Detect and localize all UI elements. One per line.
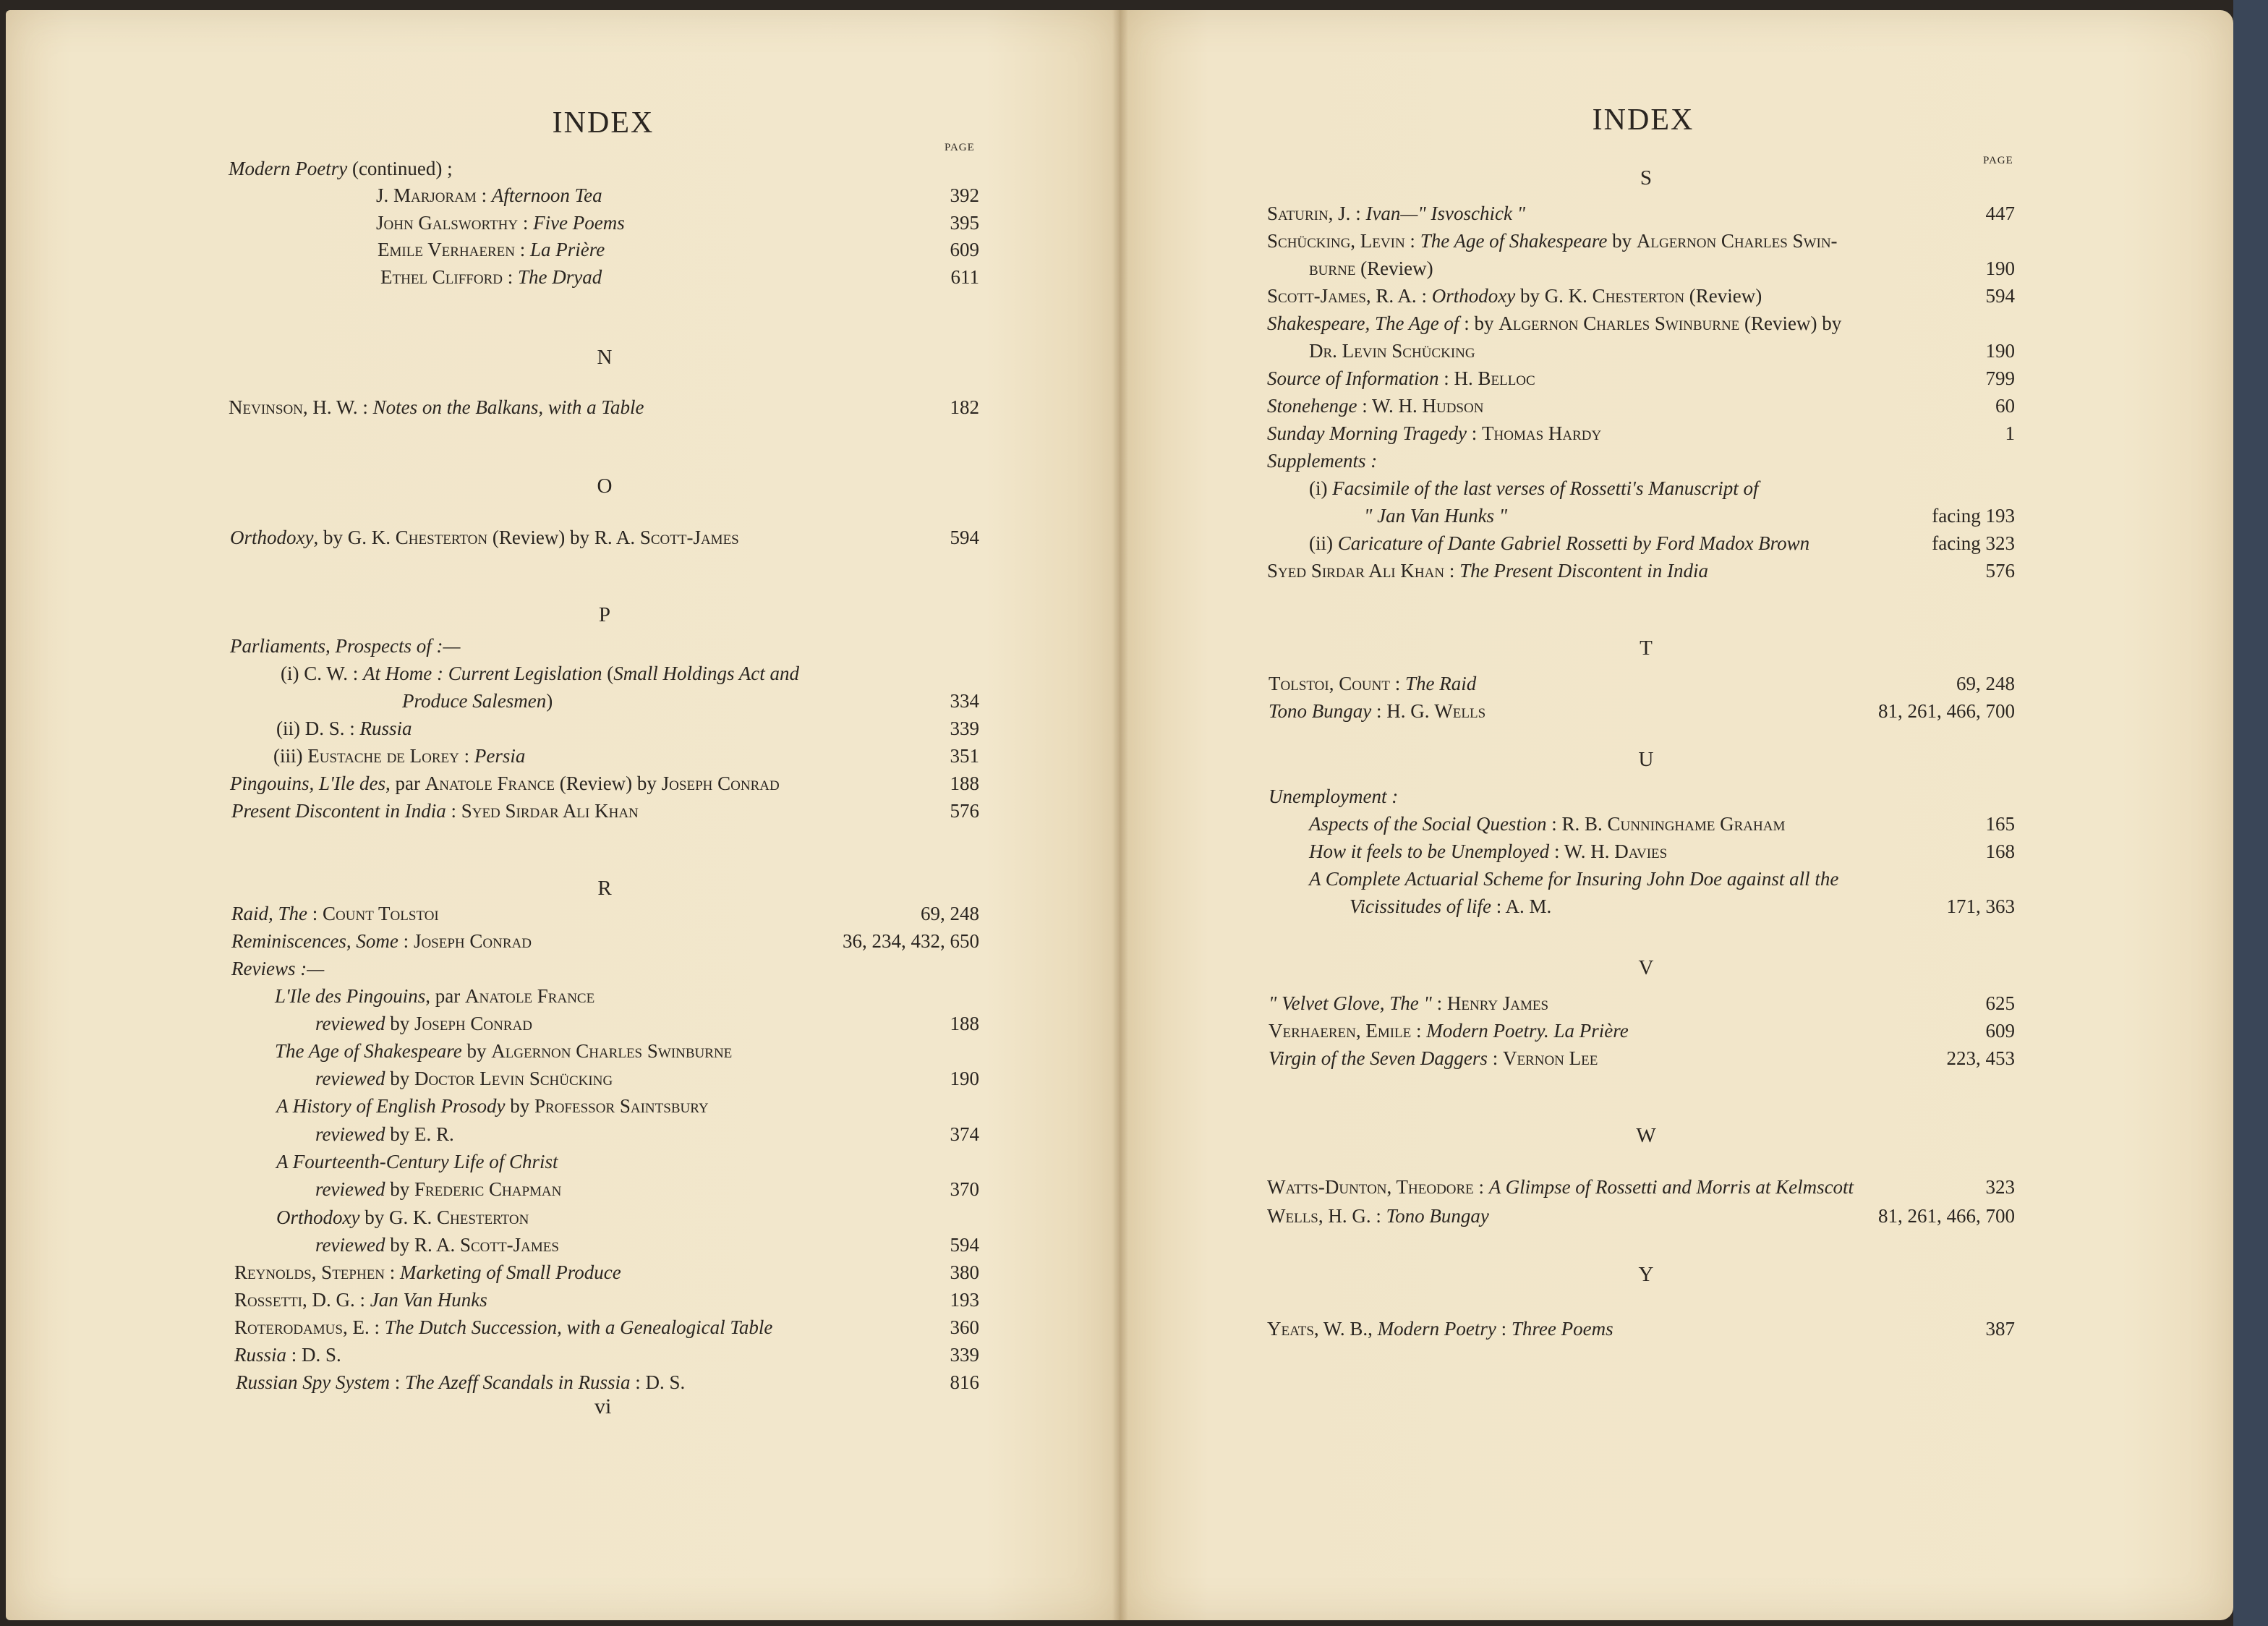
page-reference: 609 bbox=[1985, 1020, 2015, 1042]
entry-text: by bbox=[385, 1234, 414, 1256]
entry-text: : bbox=[502, 266, 518, 288]
entry-text: Doctor Levin Schücking bbox=[414, 1068, 613, 1089]
entry-text: reviewed bbox=[315, 1013, 385, 1034]
page-reference: 395 bbox=[950, 212, 979, 234]
entry-text: At Home : Current Legislation bbox=[363, 663, 602, 684]
entry-text: The Age of Shakespeare bbox=[275, 1040, 462, 1062]
entry-text: : D. S. bbox=[630, 1371, 686, 1393]
entry-text: Aspects of the Social Question bbox=[1309, 813, 1547, 835]
index-entry bbox=[1309, 839, 1667, 864]
entry-text: Joseph Conrad bbox=[413, 930, 532, 952]
entry-text: L'Ile des Pingouins bbox=[275, 985, 426, 1007]
entry-text: Belloc bbox=[1478, 367, 1535, 389]
left-page-title: INDEX bbox=[552, 106, 655, 140]
entry-text: : bbox=[1411, 1020, 1427, 1042]
entry-text: Notes on the Balkans, with a Table bbox=[372, 396, 644, 418]
entry-text: The Present Discontent in India bbox=[1459, 560, 1709, 582]
entry-text: A Fourteenth-Century Life of Christ bbox=[276, 1151, 558, 1172]
entry-text: burne bbox=[1309, 257, 1356, 279]
index-entry bbox=[1267, 448, 1377, 473]
entry-text: Tono Bungay bbox=[1269, 700, 1372, 722]
entry-text: , by bbox=[313, 527, 348, 548]
left-page-column-label: PAGE bbox=[945, 142, 975, 153]
index-entry bbox=[1267, 311, 1841, 336]
index-entry bbox=[1267, 229, 1838, 253]
page-reference: 171, 363 bbox=[1946, 895, 2015, 917]
entry-text: A Glimpse of Rossetti and Morris at Kelmscott bbox=[1488, 1176, 1854, 1198]
entry-text: , par bbox=[385, 772, 425, 794]
page-reference: 165 bbox=[1985, 813, 2015, 835]
index-entry bbox=[229, 395, 644, 420]
page-reference: 81, 261, 466, 700 bbox=[1878, 700, 2015, 722]
index-entry bbox=[315, 1011, 532, 1036]
entry-text: by bbox=[359, 1206, 389, 1228]
entry-text: : bbox=[1496, 1318, 1512, 1340]
index-entry bbox=[1267, 201, 1525, 226]
book-gutter bbox=[1112, 10, 1128, 1620]
index-entry bbox=[1267, 1204, 1489, 1228]
entry-text: The Azeff Scandals in Russia bbox=[404, 1371, 631, 1393]
entry-text: : bbox=[1350, 203, 1366, 224]
entry-text: Thomas Hardy bbox=[1482, 422, 1602, 444]
page-reference: 351 bbox=[950, 745, 979, 767]
entry-text: Eustache de Lorey bbox=[307, 745, 459, 767]
entry-text: : bbox=[307, 903, 323, 924]
page-reference: 339 bbox=[950, 718, 979, 739]
index-entry bbox=[1269, 1046, 1598, 1070]
entry-text: Anatole France bbox=[425, 772, 555, 794]
entry-text: Davies bbox=[1614, 840, 1668, 862]
entry-text: reviewed bbox=[315, 1178, 385, 1200]
index-entry bbox=[1267, 393, 1483, 418]
index-entry bbox=[1309, 812, 1785, 836]
entry-text: Scott-James, R. A. bbox=[1267, 285, 1417, 307]
entry-text: G. K. Chesterton bbox=[388, 1206, 529, 1228]
entry-text: Dr. Levin Schücking bbox=[1309, 340, 1475, 362]
index-entry bbox=[1309, 339, 1475, 363]
entry-text: : bbox=[369, 1316, 385, 1338]
entry-text: : bbox=[1467, 422, 1483, 444]
entry-text: : bbox=[446, 800, 461, 822]
entry-text: : H. G. bbox=[1371, 700, 1435, 722]
page-reference: 69, 248 bbox=[921, 903, 979, 924]
index-entry bbox=[1350, 894, 1551, 919]
page-reference: 60 bbox=[1995, 395, 2015, 417]
page-reference: 81, 261, 466, 700 bbox=[1878, 1205, 2015, 1227]
entry-text: Henry James bbox=[1446, 992, 1549, 1014]
page-reference: 69, 248 bbox=[1956, 673, 2015, 694]
index-entry bbox=[1309, 531, 1809, 556]
entry-text: (Review) bbox=[1355, 257, 1433, 279]
entry-text: Raid, The bbox=[231, 903, 307, 924]
entry-text: : W. H. bbox=[1357, 395, 1423, 417]
index-entry bbox=[236, 1370, 685, 1395]
entry-text: Shakespeare, The Age of bbox=[1267, 312, 1459, 334]
entry-text: : R. B. bbox=[1546, 813, 1608, 835]
entry-text: Source of Information bbox=[1267, 367, 1439, 389]
entry-text: Ivan—" Isvoschick " bbox=[1365, 203, 1526, 224]
index-entry bbox=[1309, 476, 1758, 501]
section-letter: P bbox=[598, 603, 611, 626]
entry-text: " Jan Van Hunks " bbox=[1364, 505, 1508, 527]
entry-text: : bbox=[1473, 1176, 1489, 1198]
index-entry bbox=[1269, 699, 1485, 723]
entry-text: Verhaeren, Emile bbox=[1269, 1020, 1412, 1042]
page-reference: 576 bbox=[1985, 560, 2015, 582]
entry-text: R. A. Scott-James bbox=[414, 1234, 559, 1256]
page-reference: 223, 453 bbox=[1946, 1047, 2015, 1069]
entry-text: (Review) by bbox=[554, 772, 662, 794]
entry-text: Joseph Conrad bbox=[661, 772, 780, 794]
entry-text: Anatole France bbox=[465, 985, 595, 1007]
entry-text: John Galsworthy bbox=[376, 212, 519, 234]
entry-text: Reynolds, Stephen bbox=[234, 1261, 385, 1283]
entry-text: Sunday Morning Tragedy bbox=[1267, 422, 1467, 444]
entry-text: : bbox=[518, 212, 534, 234]
entry-text: A History of English Prosody bbox=[276, 1095, 506, 1117]
entry-text: Parliaments, Prospects of :— bbox=[230, 635, 461, 657]
page-reference: facing 193 bbox=[1932, 505, 2015, 527]
entry-text: The Dutch Succession, with a Genealogical Table bbox=[384, 1316, 773, 1338]
entry-text: (ii) D. S. : bbox=[276, 718, 360, 739]
entry-text: (i) bbox=[1309, 477, 1333, 499]
index-entry bbox=[378, 237, 605, 262]
index-entry bbox=[315, 1066, 613, 1091]
entry-text: Algernon Charles Swin- bbox=[1636, 230, 1838, 252]
entry-text: Stonehenge bbox=[1267, 395, 1357, 417]
index-entry bbox=[1267, 558, 1708, 583]
entry-text: Caricature of Dante Gabriel Rossetti by Ford Madox Brown bbox=[1337, 532, 1810, 554]
page-folio: vi bbox=[594, 1395, 612, 1418]
section-letter: N bbox=[597, 346, 613, 369]
entry-text: by bbox=[1607, 230, 1637, 252]
index-entry bbox=[1309, 867, 1838, 891]
index-entry bbox=[234, 1315, 772, 1340]
entry-text: Joseph Conrad bbox=[414, 1013, 532, 1034]
index-entry bbox=[276, 1205, 529, 1230]
page-reference: 334 bbox=[950, 690, 979, 712]
entry-text: Professor Saintsbury bbox=[534, 1095, 709, 1117]
entry-text: Modern Poetry. La Prière bbox=[1426, 1020, 1629, 1042]
entry-text: reviewed bbox=[315, 1068, 385, 1089]
entry-text: Russia bbox=[234, 1344, 287, 1366]
page-reference: 1 bbox=[2005, 422, 2015, 444]
entry-text: Watts-Dunton, Theodore bbox=[1267, 1176, 1474, 1198]
entry-text: La Prière bbox=[530, 239, 605, 260]
page-reference: 36, 234, 432, 650 bbox=[843, 930, 979, 952]
entry-text: How it feels to be Unemployed bbox=[1309, 840, 1550, 862]
entry-text: Nevinson, H. W. bbox=[229, 396, 358, 418]
entry-text: Pingouins, L'Ile des bbox=[230, 772, 386, 794]
entry-text: A Complete Actuarial Scheme for Insuring John Doe against all the bbox=[1309, 868, 1839, 890]
page-reference: 193 bbox=[950, 1289, 979, 1311]
entry-text: Orthodoxy bbox=[276, 1206, 360, 1228]
page-reference: 190 bbox=[1985, 257, 2015, 279]
entry-text: Saturin, J. bbox=[1267, 203, 1351, 224]
entry-text: (iii) bbox=[273, 745, 308, 767]
entry-text: Jan Van Hunks bbox=[370, 1289, 487, 1311]
entry-text: Rossetti, D. G. bbox=[234, 1289, 355, 1311]
entry-text: : bbox=[357, 396, 373, 418]
entry-text: Ethel Clifford bbox=[380, 266, 503, 288]
index-entry bbox=[1267, 1175, 1854, 1199]
page-reference: 374 bbox=[950, 1123, 979, 1145]
page-reference: 182 bbox=[950, 396, 979, 418]
entry-text: Roterodamus, E. bbox=[234, 1316, 370, 1338]
entry-text: by bbox=[505, 1095, 534, 1117]
index-entry bbox=[1269, 991, 1548, 1016]
index-entry bbox=[231, 929, 532, 953]
entry-text: : A. M. bbox=[1491, 895, 1552, 917]
entry-text: reviewed bbox=[315, 1234, 385, 1256]
entry-text: Cunninghame Graham bbox=[1607, 813, 1786, 835]
entry-text: Modern Poetry bbox=[229, 158, 348, 179]
index-entry bbox=[315, 1122, 454, 1146]
index-entry bbox=[230, 525, 739, 550]
entry-text: : bbox=[515, 239, 531, 260]
entry-text: , par bbox=[425, 985, 465, 1007]
entry-text: The Dryad bbox=[518, 266, 602, 288]
entry-text: (continued) ; bbox=[347, 158, 453, 179]
entry-text: : bbox=[354, 1289, 370, 1311]
index-entry bbox=[1309, 256, 1433, 281]
page-reference: 168 bbox=[1985, 840, 2015, 862]
page-reference: 594 bbox=[950, 527, 979, 548]
entry-text: R. A. Scott-James bbox=[594, 527, 739, 548]
index-entry bbox=[276, 716, 412, 741]
entry-text: Marketing of Small Produce bbox=[400, 1261, 621, 1283]
entry-text: ) bbox=[546, 690, 553, 712]
index-entry bbox=[231, 901, 439, 926]
page-reference: 360 bbox=[950, 1316, 979, 1338]
entry-text: (Review) by bbox=[487, 527, 594, 548]
index-entry bbox=[230, 634, 460, 658]
index-entry bbox=[1269, 1018, 1629, 1043]
entry-text: Reminiscences, Some bbox=[231, 930, 398, 952]
entry-text: (Review) by bbox=[1739, 312, 1842, 334]
page-reference: 611 bbox=[950, 266, 979, 288]
index-entry bbox=[276, 1149, 558, 1174]
index-entry bbox=[315, 1233, 559, 1257]
entry-text: : D. S. bbox=[286, 1344, 341, 1366]
index-entry bbox=[315, 1177, 561, 1201]
entry-text: Vernon Lee bbox=[1502, 1047, 1598, 1069]
entry-text: : bbox=[1444, 560, 1460, 582]
entry-text: Emile Verhaeren bbox=[378, 239, 516, 260]
index-entry bbox=[230, 771, 780, 796]
entry-text: : bbox=[459, 745, 474, 767]
entry-text: Orthodoxy bbox=[230, 527, 314, 548]
index-entry bbox=[1267, 421, 1601, 446]
entry-text: : by bbox=[1459, 312, 1499, 334]
section-letter: U bbox=[1638, 748, 1654, 771]
entry-text: : bbox=[389, 1371, 405, 1393]
index-entry bbox=[402, 689, 553, 713]
section-letter: Y bbox=[1638, 1263, 1654, 1286]
entry-text: Schücking, Levin bbox=[1267, 230, 1405, 252]
section-letter: V bbox=[1638, 956, 1654, 979]
page-reference: 190 bbox=[950, 1068, 979, 1089]
book-cover-edge bbox=[2233, 0, 2268, 1626]
entry-text: Virgin of the Seven Daggers bbox=[1269, 1047, 1488, 1069]
entry-text: G. K. Chesterton bbox=[1544, 285, 1685, 307]
entry-text: (i) C. W. : bbox=[281, 663, 364, 684]
entry-text: : bbox=[476, 184, 492, 206]
entry-text: Russian Spy System bbox=[236, 1371, 390, 1393]
index-entry bbox=[231, 956, 324, 981]
entry-text: Three Poems bbox=[1511, 1318, 1613, 1340]
entry-text: Wells, H. G. bbox=[1267, 1205, 1371, 1227]
entry-text: Orthodoxy bbox=[1431, 285, 1516, 307]
page-reference: 370 bbox=[950, 1178, 979, 1200]
entry-text: J. Marjoram bbox=[376, 184, 477, 206]
entry-text: Syed Sirdar Ali Khan bbox=[461, 800, 639, 822]
page-reference: 188 bbox=[950, 772, 979, 794]
entry-text: : bbox=[1416, 285, 1432, 307]
entry-text: Reviews :— bbox=[231, 958, 325, 979]
entry-text: Hudson bbox=[1422, 395, 1484, 417]
entry-text: , bbox=[1368, 1318, 1378, 1340]
section-letter: W bbox=[1636, 1124, 1656, 1147]
page-reference: 799 bbox=[1985, 367, 2015, 389]
entry-text: Tolstoi, Count bbox=[1269, 673, 1390, 694]
entry-text: Afternoon Tea bbox=[491, 184, 602, 206]
entry-text: reviewed bbox=[315, 1123, 385, 1145]
page-reference: 387 bbox=[1985, 1318, 2015, 1340]
section-letter: O bbox=[597, 474, 613, 498]
page-reference: 816 bbox=[950, 1371, 979, 1393]
entry-text: Yeats, W. B. bbox=[1267, 1318, 1368, 1340]
entry-text: (Review) bbox=[1684, 285, 1762, 307]
index-entry bbox=[275, 984, 594, 1008]
entry-text: (ii) bbox=[1309, 532, 1338, 554]
index-entry bbox=[229, 156, 453, 181]
entry-text: : bbox=[1404, 230, 1420, 252]
entry-text: Russia bbox=[359, 718, 412, 739]
entry-text: Algernon Charles Swinburne bbox=[491, 1040, 733, 1062]
page-reference: 323 bbox=[1985, 1176, 2015, 1198]
index-entry bbox=[273, 744, 525, 768]
index-entry bbox=[376, 183, 602, 208]
page-reference: 339 bbox=[950, 1344, 979, 1366]
page-reference: 576 bbox=[950, 800, 979, 822]
entry-text: : bbox=[385, 1261, 401, 1283]
entry-text: : bbox=[1389, 673, 1405, 694]
page-reference: 447 bbox=[1985, 203, 2015, 224]
entry-text: by bbox=[1515, 285, 1545, 307]
index-entry bbox=[276, 1094, 709, 1118]
entry-text: : bbox=[1487, 1047, 1503, 1069]
index-entry bbox=[275, 1039, 732, 1063]
entry-text: Count Tolstoi bbox=[323, 903, 439, 924]
index-entry bbox=[1364, 503, 1507, 528]
entry-text: ( bbox=[602, 663, 614, 684]
entry-text: Algernon Charles Swinburne bbox=[1498, 312, 1740, 334]
page-reference: 392 bbox=[950, 184, 979, 206]
right-page-column-label: PAGE bbox=[1983, 155, 2013, 166]
entry-text: Supplements : bbox=[1267, 450, 1378, 472]
index-entry bbox=[234, 1287, 487, 1312]
index-entry bbox=[1269, 784, 1398, 809]
page-reference: 380 bbox=[950, 1261, 979, 1283]
entry-text: The Raid bbox=[1405, 673, 1477, 694]
index-entry bbox=[1269, 671, 1476, 696]
index-entry bbox=[234, 1260, 621, 1285]
page-reference: facing 323 bbox=[1932, 532, 2015, 554]
entry-text: : bbox=[1370, 1205, 1386, 1227]
entry-text: The Age of Shakespeare bbox=[1420, 230, 1608, 252]
entry-text: Facsimile of the last verses of Rossetti's Manuscript of bbox=[1332, 477, 1759, 499]
index-entry bbox=[1267, 284, 1762, 308]
entry-text: Wells bbox=[1434, 700, 1486, 722]
entry-text: Present Discontent in India bbox=[231, 800, 446, 822]
entry-text: : bbox=[1431, 992, 1447, 1014]
entry-text: Tono Bungay bbox=[1386, 1205, 1489, 1227]
index-entry bbox=[380, 265, 602, 289]
index-entry bbox=[281, 661, 799, 686]
entry-text: : bbox=[398, 930, 414, 952]
index-entry bbox=[1267, 366, 1535, 391]
section-letter: R bbox=[597, 877, 612, 900]
page-reference: 609 bbox=[950, 239, 979, 260]
index-entry bbox=[234, 1342, 341, 1367]
section-letter: T bbox=[1640, 637, 1653, 660]
entry-text: Five Poems bbox=[533, 212, 625, 234]
entry-text: by bbox=[385, 1178, 414, 1200]
page-reference: 625 bbox=[1985, 992, 2015, 1014]
page-reference: 594 bbox=[1985, 285, 2015, 307]
right-page-title: INDEX bbox=[1592, 103, 1694, 137]
page-reference: 594 bbox=[950, 1234, 979, 1256]
entry-text: by bbox=[385, 1013, 414, 1034]
page-reference: 190 bbox=[1985, 340, 2015, 362]
entry-text: G. K. Chesterton bbox=[347, 527, 488, 548]
section-letter: S bbox=[1640, 166, 1653, 190]
entry-text: Unemployment : bbox=[1269, 786, 1399, 807]
index-entry bbox=[376, 210, 625, 235]
entry-text: Small Holdings Act and bbox=[613, 663, 800, 684]
entry-text: by bbox=[461, 1040, 492, 1062]
entry-text: : H. bbox=[1438, 367, 1478, 389]
entry-text: Produce Salesmen bbox=[402, 690, 547, 712]
entry-text: by E. R. bbox=[385, 1123, 454, 1145]
entry-text: Modern Poetry bbox=[1377, 1318, 1496, 1340]
entry-text: Vicissitudes of life bbox=[1350, 895, 1491, 917]
entry-text: Persia bbox=[474, 745, 526, 767]
entry-text: " Velvet Glove, The " bbox=[1269, 992, 1432, 1014]
entry-text: Frederic Chapman bbox=[414, 1178, 562, 1200]
page-reference: 188 bbox=[950, 1013, 979, 1034]
entry-text: : W. H. bbox=[1549, 840, 1615, 862]
entry-text: Syed Sirdar Ali Khan bbox=[1267, 560, 1445, 582]
index-entry bbox=[231, 799, 639, 823]
index-entry bbox=[1267, 1316, 1613, 1341]
entry-text: by bbox=[385, 1068, 414, 1089]
